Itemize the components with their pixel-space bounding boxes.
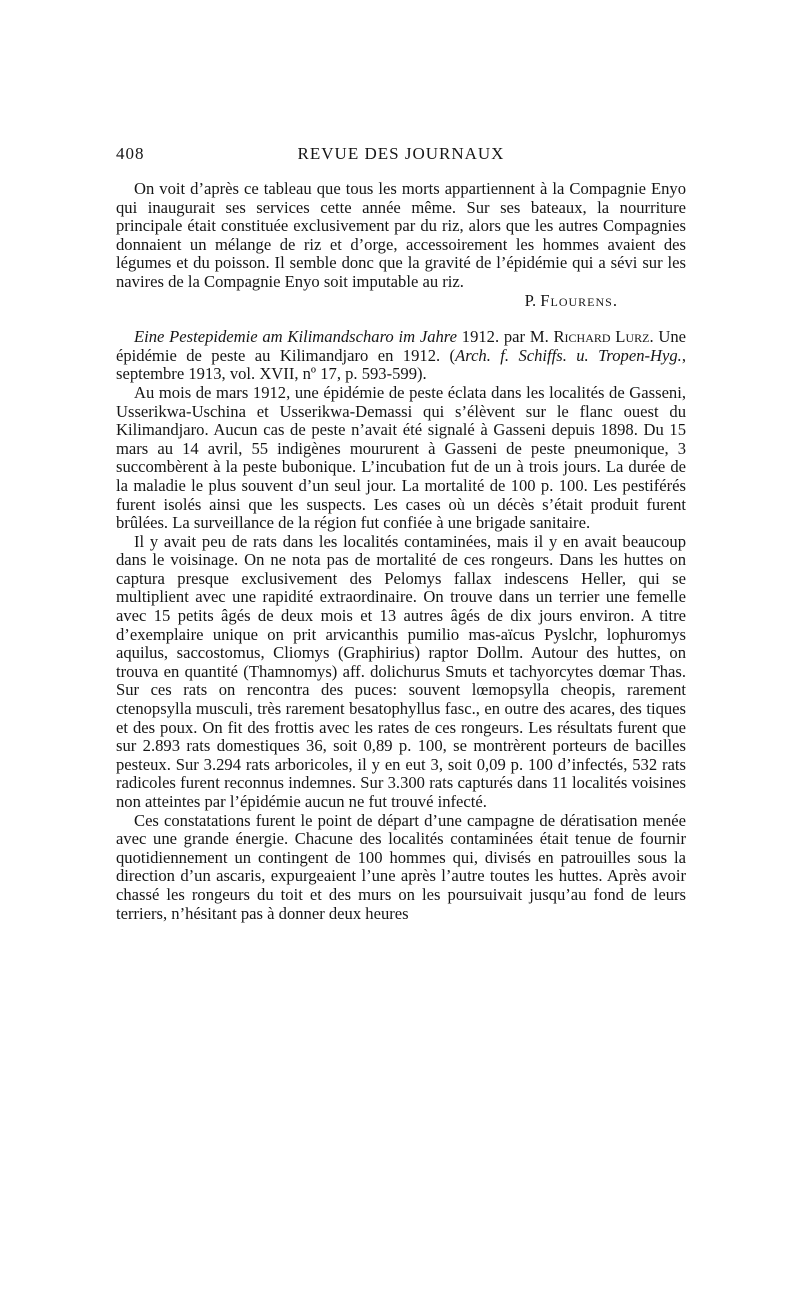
article-author: Richard Lurz. <box>553 327 654 347</box>
body-text <box>116 180 686 923</box>
article-by: par M. <box>503 327 549 347</box>
article-journal: Arch. f. Schiffs. u. Tropen-Hyg. <box>455 345 682 365</box>
page-header <box>116 144 686 168</box>
signature-name: Flourens. <box>540 290 618 310</box>
article-french-title: Une épidémie de peste au Kilimandjaro en 1912. <box>116 327 687 365</box>
article-heading: Eine Pestepidemie am Kilimandscharo im Jahre 1912. par M. Richard Lurz. Une épidémie de peste au Kilimandjaro en 1912. (Arch. f. Schiffs. u. Tropen-Hyg., septembre 1913, vol. XVII, nº 17, p. 593-599). <box>116 327 687 384</box>
paragraph-rats: Il y avait peu de rats dans les localités contaminées, mais il y en avait beaucoup dans le voisinage. On ne nota pas de mortalité de ces rongeurs. Dans les huttes on captura presque exclusivement des Pelomys fallax indescens Heller, qui se multiplient avec une rapidité extraordinaire. On trouve dans un terrier une femelle avec 15 petits âgés de deux mois et 13 autres âgés de dix jours environ. A titre d’exemplaire unique on prit arvicanthis pumilio mas-aïcus Pyslchr, lophuromys aquilus, saccostomus, Cliomys (Graphirius) raptor Dollm. Autour des huttes, on trouva en quantité (Thamnomys) aff. dolichurus Smuts et tachyorcytes dœmar Thas. Sur ces rats on rencontra des puces: souvent lœmopsylla cheopis, rarement ctenopsylla musculi, très rarement besatophyllus fasc., en outre des acares, des tiques et des poux. On fit des frottis avec les rates de ces rongeurs. Les résultats furent que sur 2.893 rats domestiques 36, soit 0,89 p. 100, se montrèrent porteurs de bacilles pesteux. Sur 3.294 rats arboricoles, il y en eut 3, soit 0,09 p. 100 d’infectés, 532 rats radicoles furent reconnus indemnes. Sur 3.300 rats capturés dans 11 localités voisines non atteintes par l’épidémie aucun ne fut trouvé infecté. <box>116 531 686 811</box>
signature <box>116 292 686 311</box>
page-number: 408 <box>116 144 145 163</box>
paragraph-conclusion: On voit d’après ce tableau que tous les morts appartiennent à la Compagnie Enyo qui inaugurait ses services cette année même. Sur ses bateaux, la nourriture principale était constituée exclusivement par du riz, alors que les autres Compagnies donnaient un mélange de riz et d’orge, accessoirement les hommes avaient des légumes et du poisson. Il semble donc que la gravité de l’épidémie qui a sévi sur les navires de la Compagnie Enyo soit imputable au riz. <box>116 179 686 291</box>
paragraph-deratisation: Ces constatations furent le point de départ d’une campagne de dératisation menée avec une grande énergie. Chacune des localités contaminées était tenue de fournir quotidiennement un contingent de 100 hommes qui, divisés en patrouilles sous la direction d’un ascaris, expurgeaient l’une après l’autre toutes les huttes. Après avoir chassé les rongeurs du toit et des murs on les poursuivait jusqu’au fond de leurs terriers, n’hésitant pas à donner deux heures <box>116 810 686 923</box>
article-year: 1912. <box>461 327 500 347</box>
signature-initial: P. <box>524 290 537 310</box>
article-citation: , septembre 1913, vol. XVII, nº 17, p. 593-599). <box>116 345 686 384</box>
paragraph-epidemic: Au mois de mars 1912, une épidémie de peste éclata dans les localités de Gasseni, Usserikwa-Uschina et Usserikwa-Demassi qui s’élèvent sur le flanc ouest du Kilimandjaro. Aucun cas de peste n’avait été signalé à Gasseni depuis 1898. Du 15 mars au 14 avril, 55 indigènes moururent à Gasseni de peste pneumonique, 3 succombèrent à la peste bubonique. L’incubation fut de un à trois jours. La durée de la maladie le plus souvent d’un seul jour. La mortalité de 100 p. 100. Les pestiférés furent isolés ainsi que les suspects. Les cases où un décès s’était produit furent brûlées. La surveillance de la région fut confiée à une brigade sanitaire. <box>116 382 686 533</box>
article-original-title: Eine Pestepidemie am Kilimandscharo im Jahre <box>134 327 457 347</box>
running-title: REVUE DES JOURNAUX <box>297 144 505 163</box>
